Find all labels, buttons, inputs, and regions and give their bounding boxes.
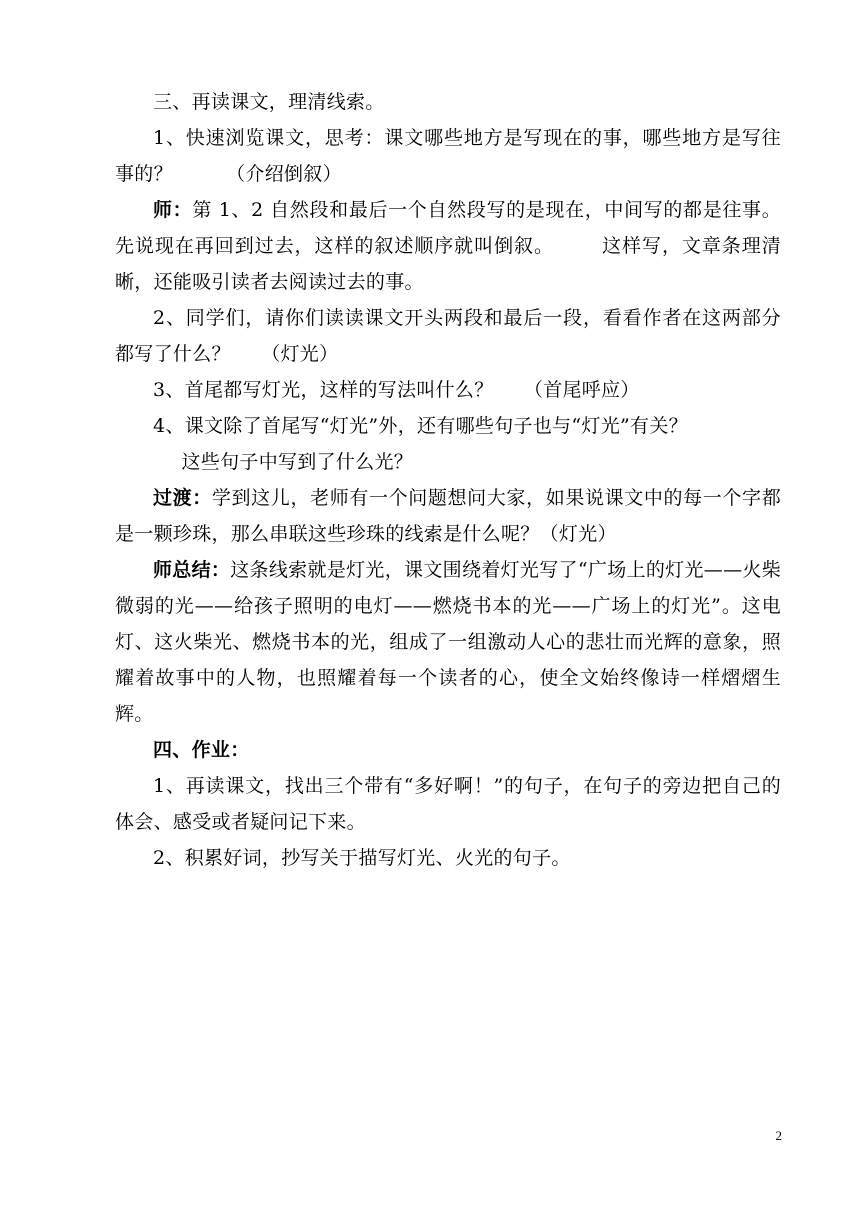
question-1-note: （介绍倒叙）	[226, 163, 342, 185]
question-4-text: 4、课文除了首尾写“灯光”外，还有哪些句子也与“灯光”有关？	[153, 415, 688, 437]
document-body	[115, 84, 781, 876]
question-1-text: 1、快速浏览课文，思考：课文哪些地方是写现在的事，哪些地方是写往事的？	[115, 127, 781, 185]
transition-text: 学到这儿，老师有一个问题想问大家，如果说课文中的每一个字都是一颗珍珠，那么串联这些珍珠的线索是什么呢？（灯光）	[115, 487, 781, 545]
section-3-heading-text: 三、再读课文，理清线索。	[153, 91, 385, 113]
homework-1-text: 1、再读课文，找出三个带有“多好啊！”的句子，在句子的旁边把自己的体会、感受或者疑问记下来。	[115, 775, 781, 833]
question-4	[115, 408, 781, 444]
teacher-remark	[115, 192, 781, 300]
question-3	[115, 372, 781, 408]
homework-2-text: 2、积累好词，抄写关于描写灯光、火光的句子。	[153, 847, 571, 869]
question-2-text: 2、同学们，请你们读读课文开头两段和最后一段，看看作者在这两部分都写了什么？	[115, 307, 781, 365]
homework-2	[115, 840, 781, 876]
question-1	[115, 120, 781, 192]
question-2	[115, 300, 781, 372]
transition-label: 过渡：	[153, 487, 212, 509]
question-4-sub	[115, 444, 781, 480]
teacher-label: 师：	[153, 199, 193, 221]
section-4-heading	[115, 732, 781, 768]
teacher-remark-text-b: 这样写，文章条理清晰，还能吸引读者去阅读过去的事。	[115, 235, 781, 293]
homework-1	[115, 768, 781, 840]
teacher-summary-label: 师总结：	[153, 559, 231, 581]
teacher-summary	[115, 552, 781, 732]
teacher-summary-text: 这条线索就是灯光，课文围绕着灯光写了“广场上的灯光——火柴微弱的光——给孩子照明的电灯——燃烧书本的光——广场上的灯光”。这电灯、这火柴光、燃烧书本的光，组成了一组激动人心的悲壮而光辉的意象，照耀着故事中的人物，也照耀着每一个读者的心，使全文始终像诗一样熠熠生辉。	[115, 559, 781, 725]
question-3-note: （首尾呼应）	[523, 379, 640, 401]
page-number: 2	[775, 1128, 782, 1143]
transition	[115, 480, 781, 552]
section-4-heading-text: 四、作业：	[153, 739, 250, 761]
question-4-sub-text: 这些句子中写到了什么光？	[181, 451, 414, 473]
question-2-note: （灯光）	[261, 343, 339, 365]
section-3-heading	[115, 84, 781, 120]
teacher-remark-text-a: 第 1、2 自然段和最后一个自然段写的是现在，中间写的都是往事。先说现在再回到过去，这样的叙述顺序就叫倒叙。	[115, 199, 781, 257]
question-3-text: 3、首尾都写灯光，这样的写法叫什么？	[153, 379, 494, 401]
